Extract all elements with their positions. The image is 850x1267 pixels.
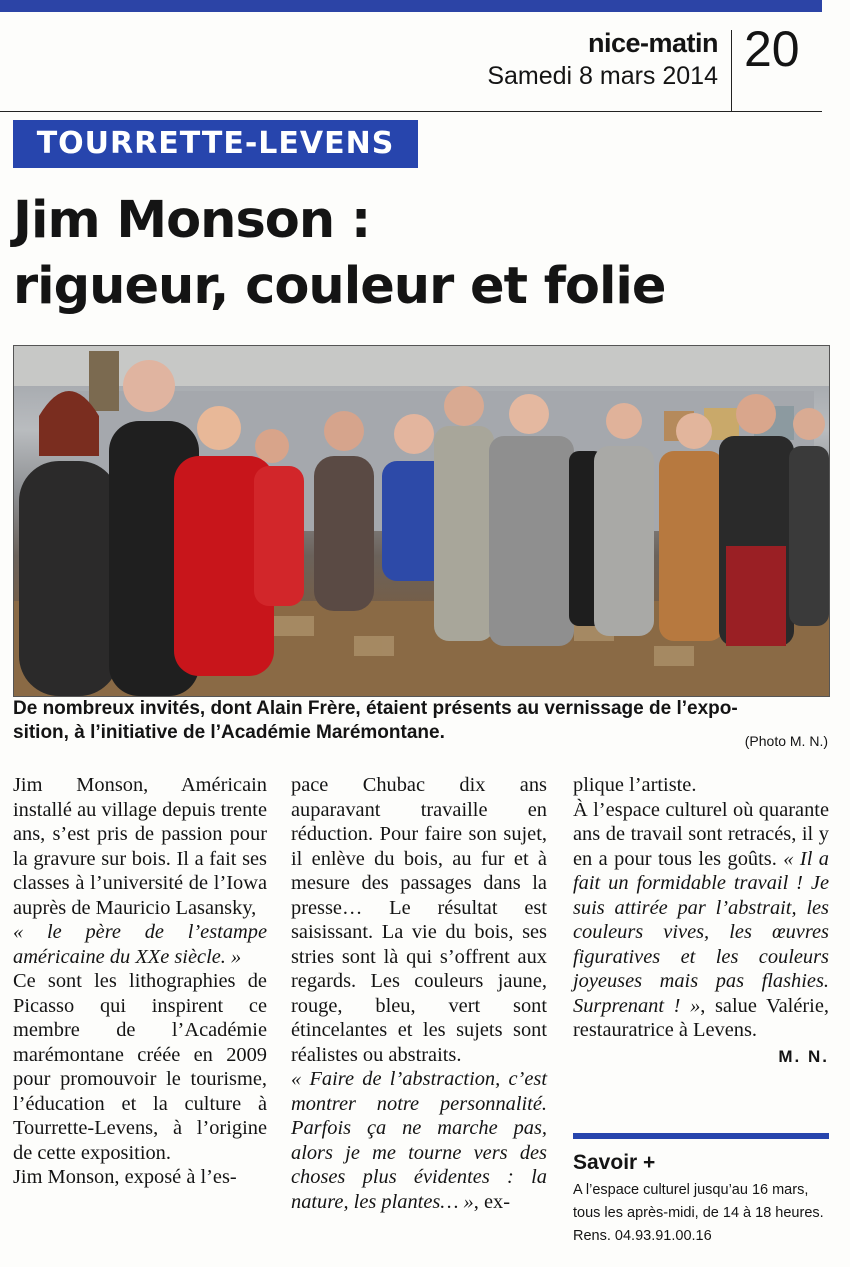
savoir-line-2: Rens. 04.93.91.00.16 — [573, 1228, 712, 1244]
newspaper-name: nice-matin — [587, 28, 718, 58]
section-rubric: TOURRETTE-LEVENS — [13, 120, 418, 168]
savoir-title: Savoir + — [573, 1151, 656, 1174]
headline-line-2: rigueur, couleur et folie — [13, 257, 666, 316]
article-headline — [13, 188, 828, 320]
column3-paragraph-2: À l’espace culturel où quarante ans de travail sont retracés, il y en a pour tous les goûts. — [573, 798, 829, 870]
column2-quote: « Faire de l’abstraction, c’est montrer notre personnalité. Parfois ça ne marche pas, alors je me tourne vers des choses plus évidentes : la nature, les plantes… » — [291, 1068, 547, 1213]
column2-tail: , ex- — [473, 1190, 510, 1213]
masthead-rule — [0, 111, 822, 112]
savoir-box — [573, 1179, 831, 1248]
column1-paragraph-1: Jim Monson, Américain installé au village depuis trente ans, s’est pris de passion pour la gravure sur bois. Il a fait ses classes à l’université de l’Iowa auprès de Mauricio Lasansky, — [13, 774, 267, 919]
author-signature: M. N. — [778, 1046, 829, 1066]
savoir-rule — [573, 1133, 829, 1139]
headline-line-1: Jim Monson : — [13, 191, 371, 250]
caption-line-1: De nombreux invités, dont Alain Frère, étaient présents au vernissage de l’expo- — [13, 698, 738, 719]
column2-paragraph-1: pace Chubac dix ans auparavant travaille en réduction. Pour faire son sujet, il enlève du bois, au fur et à mesure des passages dans la presse… Le résultat est saisissant. La vie du bois, ses stries sont là qui s’offrent aux regards. Les couleurs jaune, rouge, bleu, vert sont étincelantes et les sujets sont réalistes ou abstraits. — [291, 774, 547, 1066]
column3-quote: « Il a fait un formidable travail ! Je suis attirée par l’abstrait, les couleurs vives, les œuvres figuratives et les couleurs joyeuses mais pas flashies. Surprenant ! » — [573, 847, 829, 1017]
page-number: 20 — [744, 21, 800, 77]
photo-caption — [13, 697, 828, 745]
savoir-line-1: A l’espace culturel jusqu’au 16 mars, tous les après-midi, de 14 à 18 heures. — [573, 1182, 824, 1221]
group-photo-illustration — [14, 346, 829, 696]
photo-credit: (Photo M. N.) — [744, 733, 828, 749]
column3-paragraph-1: plique l’artiste. — [573, 774, 697, 796]
masthead-divider — [731, 30, 732, 112]
article-column-3 — [573, 773, 829, 1069]
top-color-bar — [0, 0, 822, 12]
article-column-2 — [291, 773, 547, 1214]
column1-quote: « le père de l’estampe américaine du XXe siècle. » — [13, 921, 267, 968]
column1-paragraph-3: Jim Monson, exposé à l’es- — [13, 1166, 237, 1188]
caption-line-2: sition, à l’initiative de l’Académie Marémontane. — [13, 722, 445, 743]
column3-tail: , salue Valérie, restauratrice à Levens. — [573, 994, 829, 1041]
column1-paragraph-2: Ce sont les lithographies de Picasso qui inspirent ce membre de l’Académie marémontane créée en 2009 pour promouvoir le tourisme, l’éducation et la culture à Tourrette-Levens, à l’origine de cette exposition. — [13, 970, 267, 1164]
article-column-1 — [13, 773, 267, 1190]
issue-date: Samedi 8 mars 2014 — [487, 62, 718, 90]
article-photo — [13, 345, 830, 697]
